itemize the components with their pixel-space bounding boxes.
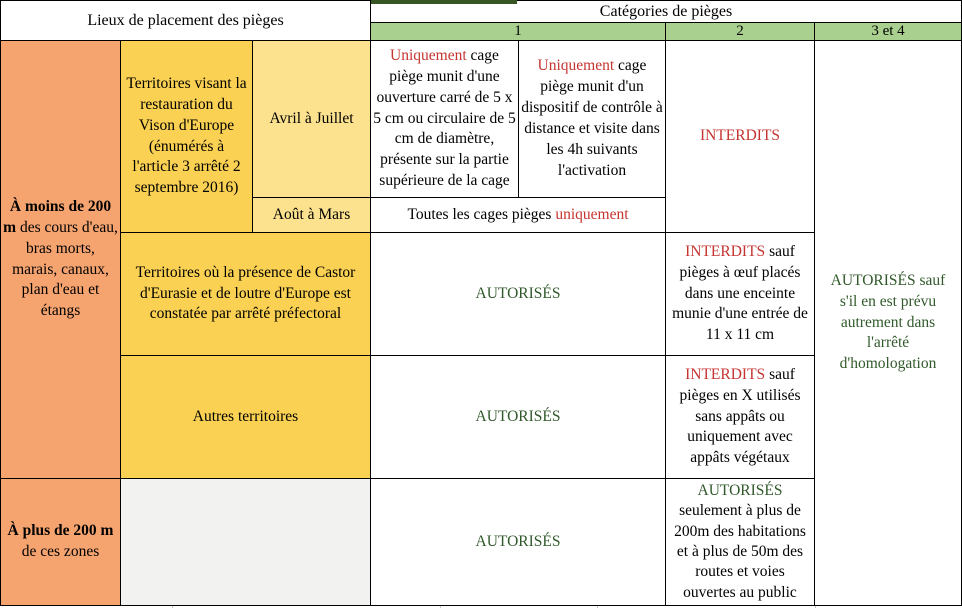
header-categories: [371, 1, 961, 22]
period-aout-mars-label: Août à Mars: [272, 205, 351, 223]
rule-autorises-bottom: [371, 479, 665, 605]
rule-interdits-cat2-label: INTERDITS: [699, 127, 781, 145]
rule-interdits-oeuf: [666, 233, 814, 355]
zone-moins-200m-label: [3, 197, 118, 323]
rule-interdits-oeuf-text: sauf pièges à œuf placés dans une enceinte munie d'une entrée de 11 x 11 cm: [672, 242, 808, 344]
territory-vison: [121, 41, 252, 232]
rule-cage-ouverture-em: Uniquement: [390, 46, 467, 64]
header-lieux: [1, 1, 370, 40]
zone-moins-200m-em: À moins de 200 m: [3, 197, 112, 236]
rule-autorises-cat34: [815, 41, 961, 605]
rule-autorises-autres-label: AUTORISÉS: [475, 407, 561, 425]
rule-autorises-200m-label: [668, 481, 812, 604]
zone-plus-200m-label: [3, 521, 118, 563]
rule-interdits-x-em: INTERDITS: [685, 365, 766, 383]
period-avril-juillet-label: Avril à Juillet: [269, 109, 354, 127]
rule-autorises-cat34-label: AUTORISÉS sauf s'il en est prévu autrement dans l'arrêté d'homologation: [830, 271, 946, 373]
col-header-2-label: 2: [736, 23, 744, 40]
rule-cage-ouverture-label: [373, 46, 516, 192]
rule-autorises-bottom-label: AUTORISÉS: [475, 532, 561, 550]
header-lieux-label: Lieux de placement des pièges: [87, 11, 284, 29]
territory-castor-label: Territoires où la présence de Castor d'Eurasie et de loutre d'Europe est constatée par arrêté préfectoral: [135, 263, 356, 323]
cell-empty: [121, 479, 370, 605]
rule-interdits-oeuf-em: INTERDITS: [685, 242, 766, 260]
territory-castor: [121, 233, 370, 355]
rule-cage-controle-text: cage piège munit d'un dispositif de contrôle à distance et visite dans les 4h suivants l'activation: [521, 57, 663, 179]
rule-cage-controle-label: [521, 56, 663, 182]
rule-toutes-cages-text: Toutes les cages pièges: [407, 205, 556, 223]
territory-autres: [121, 356, 370, 478]
rule-interdits-x: [666, 356, 814, 478]
period-avril-juillet: [253, 41, 370, 197]
zone-plus-200m-em: À plus de 200 m: [7, 522, 114, 540]
rule-interdits-x-text: sauf pièges en X utilisés sans appâts ou uniquement avec appâts végétaux: [679, 365, 801, 467]
rule-cage-ouverture-text: cage piège munit d'une ouverture carré de 5 x 5 cm ou circulaire de 5 cm de diamètre, présente sur la partie supérieure de la cage: [373, 46, 516, 190]
rule-interdits-oeuf-label: [668, 242, 812, 347]
zone-plus-200m: [1, 479, 120, 605]
zone-moins-200m-text: des cours d'eau, bras morts, marais, canaux, plan d'eau et étangs: [12, 218, 118, 320]
col-header-3-4: [815, 23, 961, 40]
col-header-3-4-label: 3 et 4: [871, 23, 905, 40]
zone-moins-200m: [1, 41, 120, 478]
rule-toutes-cages-label: [375, 205, 661, 226]
rule-interdits-x-label: [668, 365, 812, 470]
zone-plus-200m-text: de ces zones: [21, 543, 100, 560]
territory-vison-label: Territoires visant la restauration du Vison d'Europe (énumérés à l'article 3 arrêté 2 septembre 2016): [126, 74, 247, 197]
col-header-1-label: 1: [514, 23, 522, 40]
rule-autorises-200m: [666, 479, 814, 605]
header-categories-label: Catégories de pièges: [599, 2, 733, 20]
rule-autorises-200m-em: AUTORISÉS: [697, 481, 783, 499]
rule-cage-controle: [519, 41, 665, 197]
rule-autorises-200m-text: seulement à plus de 200m des habitations et à plus de 50m des routes et voies ouvertes au public: [674, 502, 806, 601]
rule-interdits-cat2: [666, 41, 814, 232]
col-header-2: [666, 23, 814, 40]
territory-autres-label: Autres territoires: [192, 407, 299, 425]
rule-cage-controle-em: Uniquement: [537, 57, 615, 75]
dark-green-strip: [371, 0, 517, 4]
rule-autorises-autres: [371, 356, 665, 478]
col-header-1: [371, 23, 665, 40]
period-aout-mars: [253, 198, 370, 232]
rule-toutes-cages: [371, 198, 665, 232]
rule-toutes-cages-em: uniquement: [555, 205, 629, 223]
rule-cage-ouverture: [371, 41, 518, 197]
rule-autorises-castor: [371, 233, 665, 355]
rule-autorises-castor-label: AUTORISÉS: [475, 284, 561, 302]
